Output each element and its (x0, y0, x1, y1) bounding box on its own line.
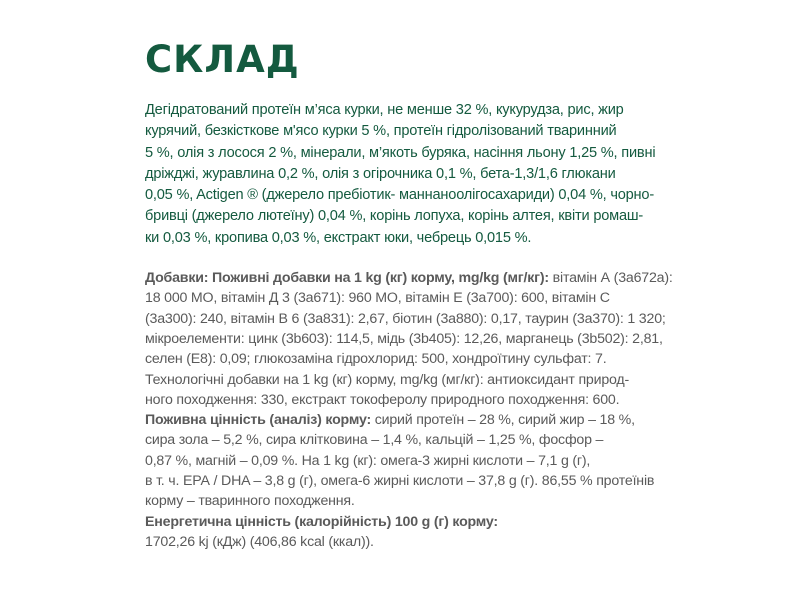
nutrition-line: корму – тваринного походження. (145, 493, 355, 510)
additives-line: ного походження: 330, екстракт токоферолу природного походження: 600. (145, 391, 620, 408)
additives-line: селен (Е8): 0,09; глюкозаміна гідрохлорид: 500, хондроїтину сульфат: 7. (145, 351, 607, 368)
additives-line: (3а300): 240, вітамін В 6 (3а831): 2,67, біотин (3а880): 0,17, таурин (3а370): 1 320; (145, 310, 666, 327)
composition-line: 0,05 %, Actigen ® (джерело пребіотик- маннаноолігосахариди) 0,04 %, чорно- (145, 187, 654, 204)
nutrition-text: сирий протеїн – 28 %, сирий жир – 18 %, (370, 412, 635, 429)
additives-line: 18 000 МО, вітамін Д 3 (3а671): 960 МО, вітамін Е (3а700): 600, вітамін С (145, 290, 610, 307)
nutrition-line (145, 410, 665, 430)
energy-heading: Енергетична цінність (калорійність) 100 g (г) корму: (145, 513, 498, 530)
composition-line: курячий, безкісткове м'ясо курки 5 %, протеїн гідролізований тваринний (145, 123, 617, 140)
composition-line: ки 0,03 %, кропива 0,03 %, екстракт юки, чебрець 0,015 %. (145, 229, 532, 246)
nutrition-line: в т. ч. ЕРА / DHA – 3,8 g (г), омега-6 жирні кислоти – 37,8 g (г). 86,55 % протеїнів (145, 473, 655, 490)
additives-text: вітамін А (3а672а): (548, 270, 673, 287)
page-title: СКЛАД (145, 38, 300, 81)
composition-line: 5 %, олія з лосося 2 %, мінерали, м’якоть буряка, насіння льону 1,25 %, пивні (145, 144, 656, 161)
composition-line: бривці (джерело лютеїну) 0,04 %, корінь лопуха, корінь алтея, квіти ромаш- (145, 208, 644, 225)
additives-section (145, 268, 673, 552)
composition-text (145, 100, 665, 249)
additives-line (145, 268, 673, 288)
nutrition-line: 0,87 %, магній – 0,09 %. На 1 kg (кг): омега-3 жирні кислоти – 7,1 g (г), (145, 452, 591, 469)
energy-value: 1702,26 kj (кДж) (406,86 kcal (ккал)). (145, 533, 374, 550)
composition-line: Дегідратований протеїн м’яса курки, не менше 32 %, кукурудза, рис, жир (145, 102, 624, 118)
additives-heading: Добавки: Поживні добавки на 1 kg (кг) корму, mg/kg (мг/кг): (145, 270, 549, 287)
nutrition-heading: Поживна цінність (аналіз) корму: (145, 412, 371, 429)
nutrition-line: сира зола – 5,2 %, сира клітковина – 1,4 %, кальцій – 1,25 %, фосфор – (145, 432, 604, 449)
product-composition (145, 36, 673, 552)
composition-line: дріжджі, журавлина 0,2 %, олія з огірочника 0,1 %, бета-1,3/1,6 глюкани (145, 165, 616, 182)
additives-line: Технологічні добавки на 1 kg (кг) корму, mg/kg (мг/кг): антиоксидант природ- (145, 371, 630, 388)
additives-line: мікроелементи: цинк (3b603): 114,5, мідь (3b405): 12,26, марганець (3b502): 2,81, (145, 330, 663, 347)
